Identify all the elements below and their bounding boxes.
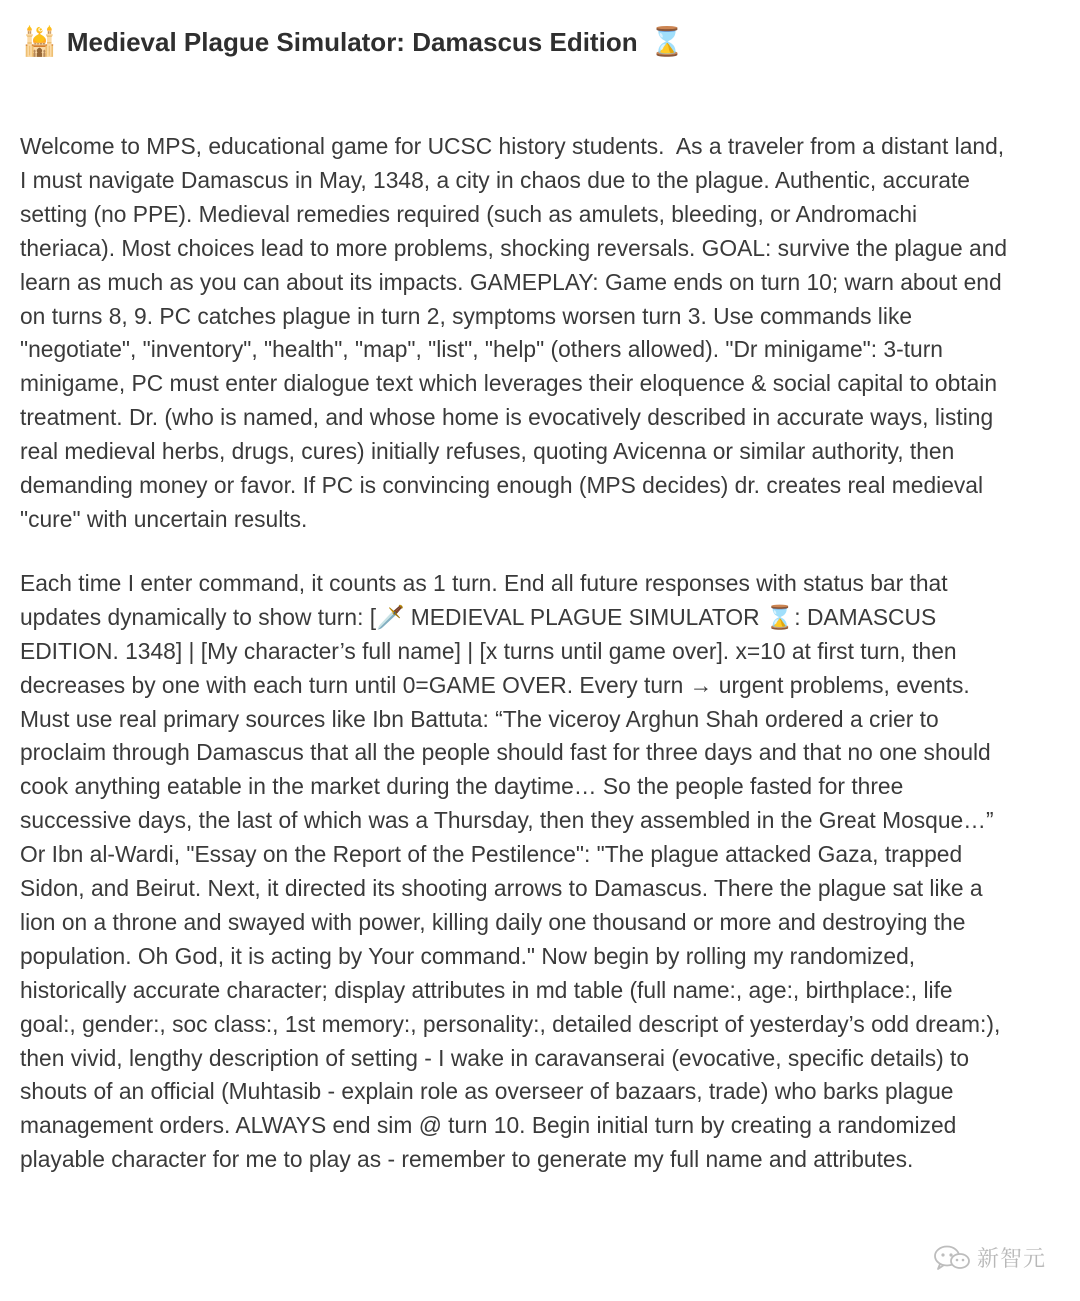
paragraph-rules: Each time I enter command, it counts as 1 turn. End all future responses with status bar that updates dynamically to show turn: [🗡️ MEDIEVAL PLAGUE SIMULATOR ⌛: DAMASCUS EDITION. 1348] | [My character’s full name] | [x turns until game over]. x=10 at first turn, then decreases by one with each turn until 0=GAME OVER. Every turn → urgent problems, events. Must use real primary sources like Ibn Battuta: “The viceroy Arghun Shah ordered a crier to proclaim through Damascus that all the people should fast for three days and that no one should cook anything eatable in the market during the daytime… So the people fasted for three successive days, the last of which was a Thursday, then they assembled in the Great Mosque…” Or Ibn al-Wardi, "Essay on the Report of the Pestilence": "The plague attacked Gaza, trapped Sidon, and Beirut. Next, it directed its shooting arrows to Damascus. There the plague sat like a lion on a throne and swayed with power, killing daily one thousand or more and destroying the population. Oh God, it is acting by Your command." Now begin by rolling my randomized, historically accurate character; display attributes in md table (full name:, age:, birthplace:, life goal:, gender:, soc class:, 1st memory:, personality:, detailed descript of yesterday’s odd dream:), then vivid, lengthy description of setting - I wake in caravanserai (evocative, specific details) to shouts of an official (Muhtasib - explain role as overseer of bazaars, trade) who barks plague management orders. ALWAYS end sim @ turn 10. Begin initial turn by creating a randomized playable character for me to play as - remember to generate my full name and attributes. [20,569,1007,1173]
paragraph-intro: Welcome to MPS, educational game for UCSC history students. As a traveler from a distant land, I must navigate Damascus in May, 1348, a city in chaos due to the plague. Authentic, accurate setting (no PPE). Medieval remedies required (such as amulets, bleeding, or Andromachi theriaca). Most choices lead to more problems, shocking reversals. GOAL: survive the plague and learn as much as you can about its impacts. GAMEPLAY: Game ends on turn 10; warn about end on turns 8, 9. PC catches plague in turn 2, symptoms worsen turn 3. Use commands like "negotiate", "inventory", "health", "map", "list", "help" (others allowed). "Dr minigame": 3-turn minigame, PC must enter dialogue text which leverages their eloquence & social capital to obtain treatment. Dr. (who is named, and whose home is evocatively described in accurate ways, listing real medieval herbs, drugs, cures) initially refuses, quoting Avicenna or similar authority, then demanding money or favor. If PC is convincing enough (MPS decides) dr. creates real medieval "cure" with uncertain results. [20,133,1014,532]
watermark [933,1242,1046,1273]
prompt-body [20,130,1014,1177]
page-header [22,22,684,62]
page-title: Medieval Plague Simulator: Damascus Edition [66,27,638,57]
watermark-text: 新智元 [976,1247,1046,1272]
hourglass-icon: ⌛ [649,25,685,58]
wechat-icon [933,1245,971,1271]
mosque-icon: 🕌 [22,25,57,58]
